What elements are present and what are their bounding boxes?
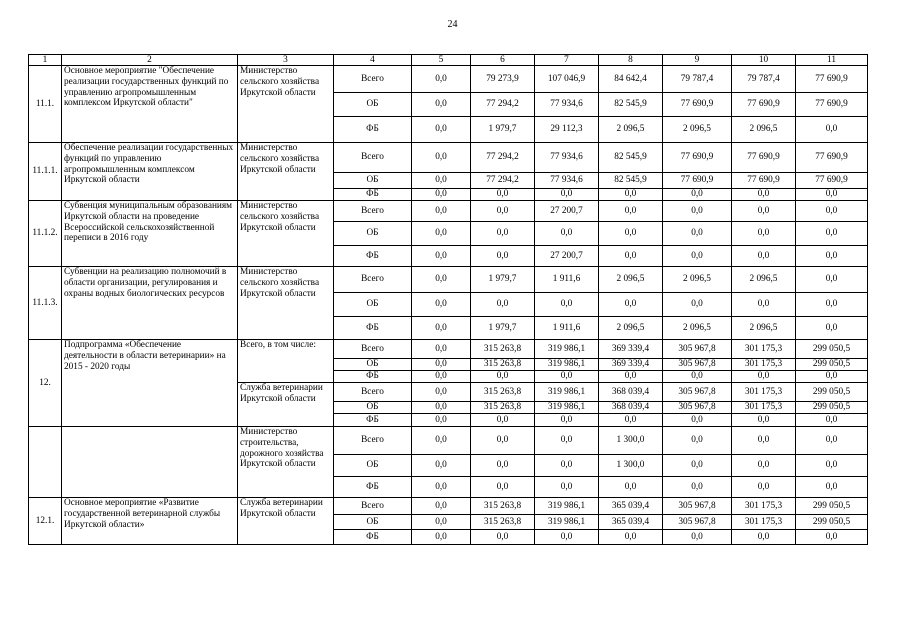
funding-source: Всего <box>334 143 412 173</box>
amount-cell: 77 690,9 <box>796 66 868 93</box>
amount-cell: 305 967,8 <box>663 498 732 515</box>
funding-source: ОБ <box>334 359 412 371</box>
header-cell: 1 <box>29 55 62 66</box>
executor-name: Министерство сельского хозяйства Иркутской области <box>238 201 334 267</box>
executor-name: Всего, в том числе: <box>238 340 334 383</box>
amount-cell: 0,0 <box>412 222 471 246</box>
amount-cell: 0,0 <box>535 222 599 246</box>
funding-source: Всего <box>334 201 412 222</box>
amount-cell: 0,0 <box>599 371 663 383</box>
amount-cell: 0,0 <box>663 414 732 427</box>
amount-cell: 319 986,1 <box>535 498 599 515</box>
amount-cell: 0,0 <box>599 293 663 317</box>
amount-cell: 0,0 <box>471 477 535 498</box>
table-row <box>29 66 868 93</box>
amount-cell: 77 690,9 <box>732 173 796 189</box>
funding-source: ОБ <box>334 455 412 477</box>
header-cell: 7 <box>535 55 599 66</box>
funding-source: ОБ <box>334 515 412 530</box>
amount-cell: 315 263,8 <box>471 402 535 414</box>
amount-cell: 299 050,5 <box>796 383 868 402</box>
item-number: 11.1.1. <box>29 143 62 201</box>
item-number: 12. <box>29 340 62 427</box>
amount-cell: 0,0 <box>471 201 535 222</box>
amount-cell: 0,0 <box>796 117 868 143</box>
amount-cell: 299 050,5 <box>796 359 868 371</box>
amount-cell: 0,0 <box>412 383 471 402</box>
amount-cell: 299 050,5 <box>796 402 868 414</box>
amount-cell: 305 967,8 <box>663 402 732 414</box>
amount-cell: 77 934,6 <box>535 93 599 117</box>
amount-cell: 0,0 <box>796 427 868 455</box>
funding-source: ОБ <box>334 402 412 414</box>
amount-cell: 369 339,4 <box>599 359 663 371</box>
amount-cell: 77 690,9 <box>663 143 732 173</box>
executor-name: Министерство строительства, дорожного хозяйства Иркутской области <box>238 427 334 498</box>
amount-cell: 0,0 <box>663 371 732 383</box>
amount-cell: 0,0 <box>412 455 471 477</box>
executor-name: Министерство сельского хозяйства Иркутской области <box>238 66 334 143</box>
amount-cell: 82 545,9 <box>599 143 663 173</box>
amount-cell: 319 986,1 <box>535 402 599 414</box>
amount-cell: 0,0 <box>599 530 663 545</box>
funding-source: Всего <box>334 267 412 293</box>
amount-cell: 0,0 <box>599 414 663 427</box>
amount-cell: 0,0 <box>663 222 732 246</box>
amount-cell: 0,0 <box>599 222 663 246</box>
amount-cell: 82 545,9 <box>599 93 663 117</box>
amount-cell: 0,0 <box>663 530 732 545</box>
amount-cell: 2 096,5 <box>732 117 796 143</box>
amount-cell: 0,0 <box>471 530 535 545</box>
amount-cell: 0,0 <box>535 371 599 383</box>
amount-cell: 0,0 <box>412 293 471 317</box>
item-name: Обеспечение реализации государственных функций по управлению агропромышленным комплексом Иркутской области <box>62 143 238 201</box>
amount-cell: 315 263,8 <box>471 498 535 515</box>
amount-cell: 0,0 <box>663 201 732 222</box>
amount-cell: 77 934,6 <box>535 143 599 173</box>
funding-source: ФБ <box>334 189 412 201</box>
amount-cell: 0,0 <box>732 477 796 498</box>
amount-cell: 0,0 <box>663 455 732 477</box>
amount-cell: 301 175,3 <box>732 340 796 359</box>
amount-cell: 0,0 <box>412 173 471 189</box>
funding-source: Всего <box>334 427 412 455</box>
amount-cell: 0,0 <box>732 293 796 317</box>
amount-cell: 2 096,5 <box>599 117 663 143</box>
amount-cell: 1 911,6 <box>535 267 599 293</box>
amount-cell: 79 273,9 <box>471 66 535 93</box>
amount-cell: 0,0 <box>412 246 471 267</box>
amount-cell: 0,0 <box>471 414 535 427</box>
amount-cell: 1 300,0 <box>599 427 663 455</box>
amount-cell: 0,0 <box>412 414 471 427</box>
amount-cell: 369 339,4 <box>599 340 663 359</box>
funding-source: ФБ <box>334 371 412 383</box>
amount-cell: 2 096,5 <box>732 267 796 293</box>
amount-cell: 0,0 <box>732 455 796 477</box>
amount-cell: 77 690,9 <box>663 93 732 117</box>
amount-cell: 0,0 <box>412 143 471 173</box>
amount-cell: 0,0 <box>663 477 732 498</box>
amount-cell: 315 263,8 <box>471 515 535 530</box>
amount-cell: 84 642,4 <box>599 66 663 93</box>
header-cell: 10 <box>732 55 796 66</box>
item-name-empty <box>62 427 238 498</box>
amount-cell: 77 294,2 <box>471 143 535 173</box>
amount-cell: 2 096,5 <box>732 317 796 340</box>
funding-source: Всего <box>334 498 412 515</box>
amount-cell: 0,0 <box>796 455 868 477</box>
amount-cell: 1 300,0 <box>599 455 663 477</box>
amount-cell: 315 263,8 <box>471 340 535 359</box>
amount-cell: 77 690,9 <box>732 93 796 117</box>
amount-cell: 299 050,5 <box>796 498 868 515</box>
amount-cell: 0,0 <box>471 246 535 267</box>
amount-cell: 305 967,8 <box>663 515 732 530</box>
amount-cell: 315 263,8 <box>471 383 535 402</box>
header-cell: 3 <box>238 55 334 66</box>
header-cell: 5 <box>412 55 471 66</box>
amount-cell: 299 050,5 <box>796 340 868 359</box>
amount-cell: 0,0 <box>599 477 663 498</box>
amount-cell: 368 039,4 <box>599 383 663 402</box>
amount-cell: 0,0 <box>796 222 868 246</box>
table-row <box>29 143 868 173</box>
amount-cell: 2 096,5 <box>599 317 663 340</box>
header-cell: 9 <box>663 55 732 66</box>
amount-cell: 0,0 <box>412 427 471 455</box>
amount-cell: 0,0 <box>796 477 868 498</box>
amount-cell: 301 175,3 <box>732 515 796 530</box>
item-name: Подпрограмма «Обеспечение деятельности в области ветеринарии» на 2015 - 2020 годы <box>62 340 238 427</box>
item-number: 11.1. <box>29 66 62 143</box>
amount-cell: 77 934,6 <box>535 173 599 189</box>
amount-cell: 2 096,5 <box>663 317 732 340</box>
budget-table <box>28 54 868 545</box>
funding-source: ОБ <box>334 93 412 117</box>
item-name: Субвенции на реализацию полномочий в области организации, регулирования и охраны водных биологических ресурсов <box>62 267 238 340</box>
executor-name: Служба ветеринарии Иркутской области <box>238 383 334 427</box>
header-cell: 6 <box>471 55 535 66</box>
amount-cell: 315 263,8 <box>471 359 535 371</box>
amount-cell: 305 967,8 <box>663 383 732 402</box>
amount-cell: 301 175,3 <box>732 402 796 414</box>
item-number: 11.1.2. <box>29 201 62 267</box>
funding-source: Всего <box>334 340 412 359</box>
amount-cell: 301 175,3 <box>732 498 796 515</box>
amount-cell: 0,0 <box>535 455 599 477</box>
amount-cell: 319 986,1 <box>535 515 599 530</box>
amount-cell: 0,0 <box>412 93 471 117</box>
amount-cell: 0,0 <box>796 267 868 293</box>
amount-cell: 0,0 <box>471 222 535 246</box>
funding-source: Всего <box>334 383 412 402</box>
funding-source: ОБ <box>334 293 412 317</box>
amount-cell: 0,0 <box>663 427 732 455</box>
amount-cell: 305 967,8 <box>663 340 732 359</box>
amount-cell: 0,0 <box>535 427 599 455</box>
amount-cell: 0,0 <box>412 530 471 545</box>
funding-source: ФБ <box>334 477 412 498</box>
amount-cell: 77 690,9 <box>732 143 796 173</box>
executor-name: Министерство сельского хозяйства Иркутской области <box>238 267 334 340</box>
amount-cell: 0,0 <box>471 455 535 477</box>
amount-cell: 0,0 <box>471 189 535 201</box>
amount-cell: 0,0 <box>412 189 471 201</box>
table-row <box>29 498 868 515</box>
amount-cell: 0,0 <box>732 222 796 246</box>
amount-cell: 319 986,1 <box>535 359 599 371</box>
amount-cell: 77 690,9 <box>663 173 732 189</box>
amount-cell: 319 986,1 <box>535 340 599 359</box>
funding-source: ФБ <box>334 117 412 143</box>
amount-cell: 2 096,5 <box>663 117 732 143</box>
amount-cell: 82 545,9 <box>599 173 663 189</box>
amount-cell: 368 039,4 <box>599 402 663 414</box>
amount-cell: 27 200,7 <box>535 246 599 267</box>
amount-cell: 0,0 <box>535 414 599 427</box>
amount-cell: 0,0 <box>412 117 471 143</box>
amount-cell: 1 979,7 <box>471 117 535 143</box>
table-row <box>29 340 868 359</box>
amount-cell: 301 175,3 <box>732 383 796 402</box>
executor-name: Министерство сельского хозяйства Иркутской области <box>238 143 334 201</box>
amount-cell: 0,0 <box>535 530 599 545</box>
item-number: 11.1.3. <box>29 267 62 340</box>
amount-cell: 299 050,5 <box>796 515 868 530</box>
amount-cell: 2 096,5 <box>663 267 732 293</box>
header-cell: 4 <box>334 55 412 66</box>
header-cell: 2 <box>62 55 238 66</box>
amount-cell: 0,0 <box>471 427 535 455</box>
amount-cell: 77 294,2 <box>471 173 535 189</box>
amount-cell: 107 046,9 <box>535 66 599 93</box>
amount-cell: 0,0 <box>412 515 471 530</box>
executor-name: Служба ветеринарии Иркутской области <box>238 498 334 545</box>
amount-cell: 0,0 <box>796 201 868 222</box>
funding-source: ФБ <box>334 530 412 545</box>
amount-cell: 0,0 <box>732 201 796 222</box>
amount-cell: 0,0 <box>599 201 663 222</box>
amount-cell: 365 039,4 <box>599 515 663 530</box>
amount-cell: 29 112,3 <box>535 117 599 143</box>
amount-cell: 0,0 <box>412 477 471 498</box>
amount-cell: 0,0 <box>412 201 471 222</box>
amount-cell: 0,0 <box>796 414 868 427</box>
amount-cell: 0,0 <box>732 427 796 455</box>
item-number-empty <box>29 427 62 498</box>
item-name: Основное мероприятие "Обеспечение реализации государственных функций по управлению агропромышленным комплексом Иркутской области" <box>62 66 238 143</box>
amount-cell: 27 200,7 <box>535 201 599 222</box>
amount-cell: 2 096,5 <box>599 267 663 293</box>
amount-cell: 0,0 <box>412 317 471 340</box>
item-name: Основное мероприятие «Развитие государственной ветеринарной службы Иркутской области» <box>62 498 238 545</box>
funding-source: ОБ <box>334 173 412 189</box>
table-row <box>29 427 868 455</box>
amount-cell: 0,0 <box>796 371 868 383</box>
item-name: Субвенция муниципальным образованиям Иркутской области на проведение Всероссийской сельскохозяйственной переписи в 2016 году <box>62 201 238 267</box>
amount-cell: 0,0 <box>732 371 796 383</box>
amount-cell: 0,0 <box>796 246 868 267</box>
amount-cell: 0,0 <box>663 189 732 201</box>
amount-cell: 0,0 <box>412 371 471 383</box>
amount-cell: 0,0 <box>796 530 868 545</box>
amount-cell: 0,0 <box>412 402 471 414</box>
table-row <box>29 201 868 222</box>
amount-cell: 0,0 <box>796 293 868 317</box>
amount-cell: 0,0 <box>535 189 599 201</box>
header-cell: 11 <box>796 55 868 66</box>
amount-cell: 0,0 <box>412 267 471 293</box>
funding-source: ФБ <box>334 414 412 427</box>
amount-cell: 0,0 <box>412 340 471 359</box>
amount-cell: 0,0 <box>663 246 732 267</box>
amount-cell: 0,0 <box>412 66 471 93</box>
amount-cell: 1 979,7 <box>471 267 535 293</box>
amount-cell: 0,0 <box>732 414 796 427</box>
amount-cell: 0,0 <box>599 246 663 267</box>
amount-cell: 77 690,9 <box>796 143 868 173</box>
table-header-row <box>29 55 868 66</box>
amount-cell: 0,0 <box>471 293 535 317</box>
amount-cell: 79 787,4 <box>663 66 732 93</box>
amount-cell: 0,0 <box>412 498 471 515</box>
amount-cell: 77 690,9 <box>796 93 868 117</box>
header-cell: 8 <box>599 55 663 66</box>
item-number: 12.1. <box>29 498 62 545</box>
amount-cell: 79 787,4 <box>732 66 796 93</box>
amount-cell: 0,0 <box>471 371 535 383</box>
table-row <box>29 267 868 293</box>
amount-cell: 365 039,4 <box>599 498 663 515</box>
amount-cell: 301 175,3 <box>732 359 796 371</box>
page-number: 24 <box>447 19 458 30</box>
amount-cell: 0,0 <box>796 189 868 201</box>
amount-cell: 0,0 <box>535 293 599 317</box>
amount-cell: 0,0 <box>599 189 663 201</box>
amount-cell: 0,0 <box>732 246 796 267</box>
amount-cell: 0,0 <box>732 530 796 545</box>
amount-cell: 0,0 <box>796 317 868 340</box>
amount-cell: 319 986,1 <box>535 383 599 402</box>
amount-cell: 77 690,9 <box>796 173 868 189</box>
amount-cell: 77 294,2 <box>471 93 535 117</box>
amount-cell: 0,0 <box>535 477 599 498</box>
amount-cell: 0,0 <box>412 359 471 371</box>
amount-cell: 0,0 <box>732 189 796 201</box>
amount-cell: 0,0 <box>663 293 732 317</box>
funding-source: ОБ <box>334 222 412 246</box>
funding-source: Всего <box>334 66 412 93</box>
funding-source: ФБ <box>334 246 412 267</box>
amount-cell: 1 911,6 <box>535 317 599 340</box>
amount-cell: 305 967,8 <box>663 359 732 371</box>
amount-cell: 1 979,7 <box>471 317 535 340</box>
funding-source: ФБ <box>334 317 412 340</box>
